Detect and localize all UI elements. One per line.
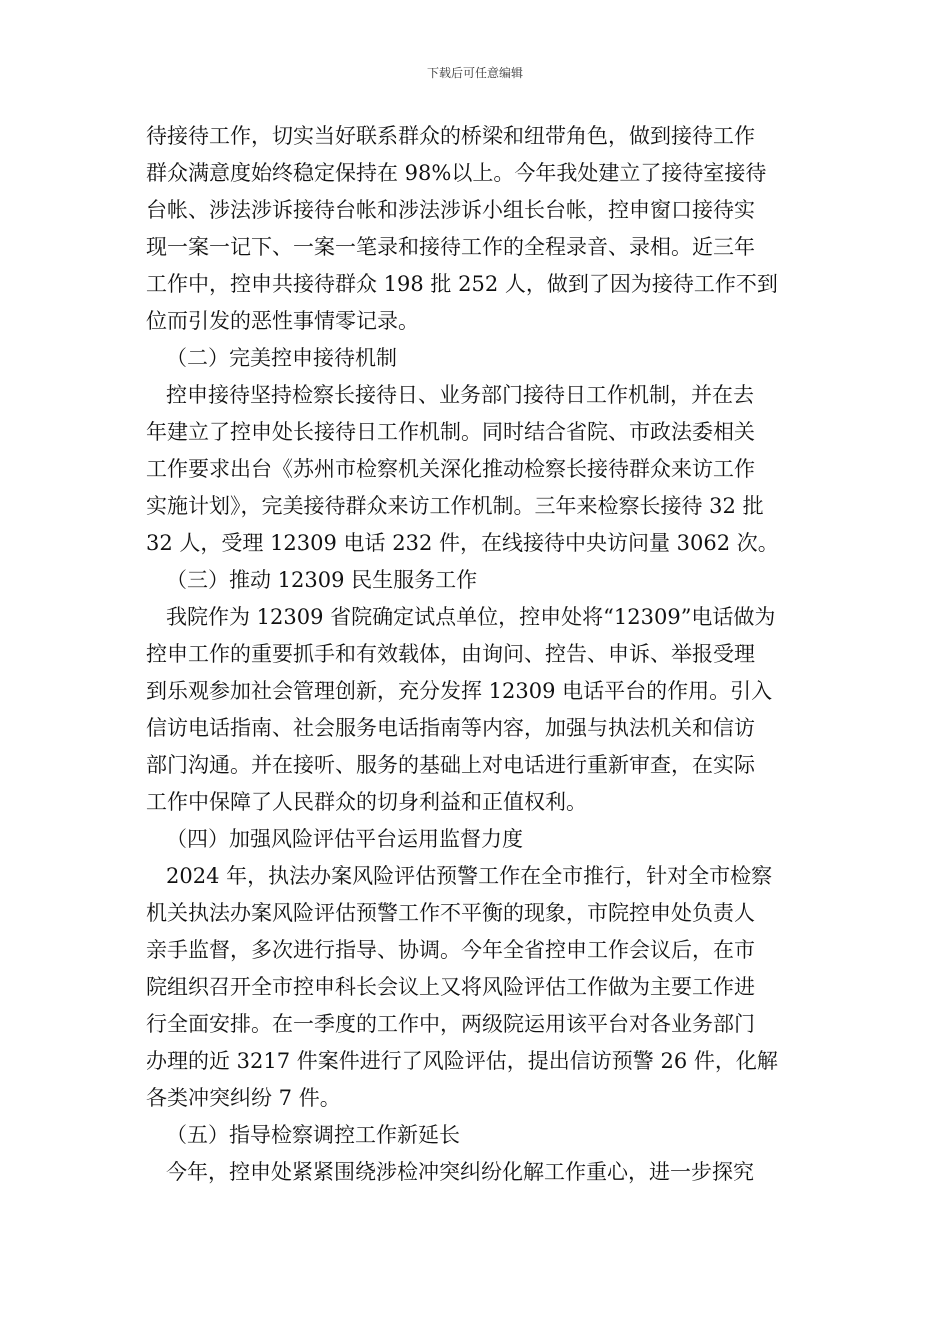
text-line: 台帐、涉法涉诉接待台帐和涉法涉诉小组长台帐，控申窗口接待实 <box>146 198 755 222</box>
text-line: 控申接待坚持检察长接待日、业务部门接待日工作机制，并在去 <box>166 383 754 407</box>
text-line: 部门沟通。并在接听、服务的基础上对电话进行重新审查，在实际 <box>146 753 755 777</box>
text-line: 现一案一记下、一案一笔录和接待工作的全程录音、录相。近三年 <box>146 235 755 259</box>
text-line: 工作中保障了人民群众的切身利益和正值权利。 <box>146 790 587 814</box>
text-line: 2024 年，执法办案风险评估预警工作在全市推行，针对全市检察 <box>166 864 773 888</box>
section-heading: （二）完美控申接待机制 <box>166 346 397 370</box>
page-header: 下载后可任意编辑 <box>426 66 523 80</box>
text-line: 今年，控申处紧紧围绕涉检冲突纠纷化解工作重心，进一步探究 <box>166 1160 754 1184</box>
text-line: 机关执法办案风险评估预警工作不平衡的现象，市院控申处负责人 <box>146 901 755 925</box>
text-line: 年建立了控申处长接待日工作机制。同时结合省院、市政法委相关 <box>146 420 755 444</box>
text-line: 信访电话指南、社会服务电话指南等内容，加强与执法机关和信访 <box>146 716 755 740</box>
text-line: 群众满意度始终稳定保持在 98%以上。今年我处建立了接待室接待 <box>146 161 767 185</box>
text-line: 亲手监督，多次进行指导、协调。今年全省控申工作会议后，在市 <box>146 938 755 962</box>
text-line: 实施计划》，完美接待群众来访工作机制。三年来检察长接待 32 批 <box>146 494 764 518</box>
section-heading: （五）指导检察调控工作新延长 <box>166 1123 460 1147</box>
text-line: 待接待工作，切实当好联系群众的桥梁和纽带角色，做到接待工作 <box>146 124 755 148</box>
text-line: 控申工作的重要抓手和有效载体，由询问、控告、申诉、举报受理 <box>146 642 755 666</box>
section-heading: （四）加强风险评估平台运用监督力度 <box>166 827 523 851</box>
text-line: 行全面安排。在一季度的工作中，两级院运用该平台对各业务部门 <box>146 1012 755 1036</box>
section-heading: （三）推动 12309 民生服务工作 <box>166 568 478 592</box>
text-line: 工作要求出台《苏州市检察机关深化推动检察长接待群众来访工作 <box>146 457 755 481</box>
text-line: 32 人，受理 12309 电话 232 件，在线接待中央访问量 3062 次。 <box>146 531 779 555</box>
text-line: 工作中，控申共接待群众 198 批 252 人，做到了因为接待工作不到 <box>146 272 778 296</box>
text-line: 位而引发的恶性事情零记录。 <box>146 309 419 333</box>
text-line: 到乐观参加社会管理创新，充分发挥 12309 电话平台的作用。引入 <box>146 679 773 703</box>
text-line: 各类冲突纠纷 7 件。 <box>146 1086 341 1110</box>
text-line: 我院作为 12309 省院确定试点单位，控申处将“12309”电话做为 <box>166 605 776 629</box>
text-line: 院组织召开全市控申科长会议上又将风险评估工作做为主要工作进 <box>146 975 755 999</box>
text-line: 办理的近 3217 件案件进行了风险评估，提出信访预警 26 件，化解 <box>146 1049 778 1073</box>
document-body <box>146 118 810 1191</box>
